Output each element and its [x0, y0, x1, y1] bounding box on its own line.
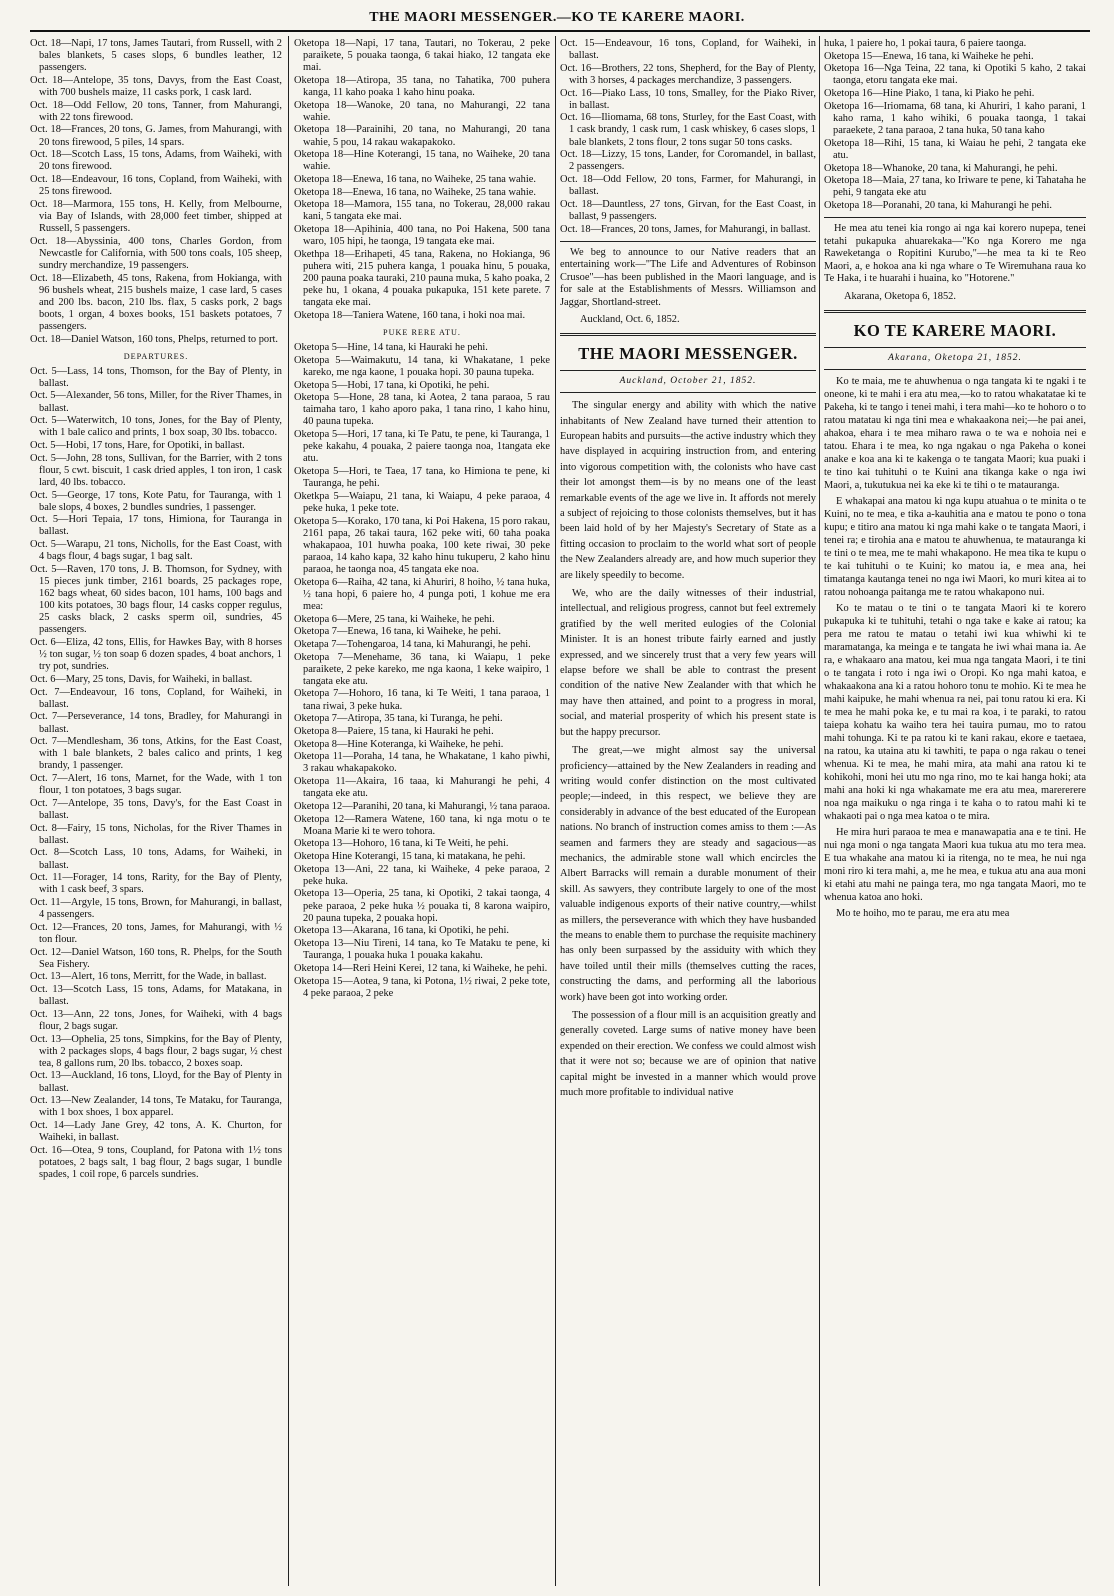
shipping-entry: Oketopa 18—Taniera Watene, 160 tana, i hoki noa mai. [294, 310, 526, 321]
shipping-entry: Oketopa 11—Poraha, 14 tana, he Whakatane, 1 kaho piwhi, 3 rakau whakapakoko. [294, 751, 550, 775]
header-rule [30, 30, 1090, 32]
shipping-entry: Oketopa 13—Hohoro, 16 tana, ki Te Weiti, he pehi. [294, 838, 509, 850]
shipping-entry: Oketopa 6—Raiha, 42 tana, ki Ahuriri, 8 hoiho, ½ tana huka, ½ tana hopi, 6 paiere ho, 4 punga poti, 1 kohue me era mea: [294, 576, 550, 612]
shipping-entry: Oct. 18—Endeavour, 16 tons, Copland, from Waiheki, with 25 tons firewood. [30, 174, 282, 198]
shipping-entry: Oct. 7—Perseverance, 14 tons, Bradley, for Mahurangi in ballast. [30, 711, 282, 735]
column-english-editorial [560, 38, 816, 1588]
shipping-entry: Oketopa 13—Ani, 22 tana, ki Waiheke, 4 peke paraoa, 2 peke huka. [294, 863, 550, 887]
shipping-entry: Oct. 18—Daniel Watson, 160 tons, Phelps, returned to port. [30, 333, 279, 345]
shipping-entry: Oct. 12—Frances, 20 tons, James, for Mahurangi, with ½ ton flour. [30, 921, 282, 945]
shipping-entry: Oketopa 7—Menehame, 36 tana, ki Waiapu, 1 peke paraikete, 2 peke kareko, me nga kaona, 1 keke waipiro, 1 tangata eke atu. [294, 651, 550, 687]
shipping-entry: Oct. 18—Napi, 17 tons, James Tautari, from Russell, with 2 bales blankets, 5 cases slops, 6 bundles leather, 12 passengers. [30, 38, 282, 74]
shipping-entry: Oketopa 18—Hine Koterangi, 15 tana, no Waiheke, 20 tana wahie. [294, 149, 550, 173]
shipping-entry: Oct. 11—Forager, 14 tons, Rarity, for the Bay of Plenty, with 1 cask beef, 3 spars. [30, 872, 282, 896]
arrivals-list [30, 38, 282, 346]
shipping-entry: Oct. 13—Ann, 22 tons, Jones, for Waiheki, with 4 bags flour, 2 bags sugar. [30, 1008, 282, 1032]
section-rule [560, 370, 816, 371]
section-rule [824, 310, 1086, 313]
shipping-entry: Oketopa 18—Napi, 17 tana, Tautari, no Tokerau, 2 peke paraikete, 5 pouaka taonga, 6 takai hiako, 12 tangata eke mai. [294, 38, 550, 74]
shipping-entry: Oct. 5—Hori Tepaia, 17 tons, Himiona, for Tauranga in ballast. [30, 514, 282, 538]
shipping-entry: Oct. 7—Alert, 16 tons, Marnet, for the Wade, with 1 ton flour, 1 ton potatoes, 3 bags sugar. [30, 773, 282, 797]
section-rule [824, 217, 1086, 218]
shipping-entry: Oct. 16—Brothers, 22 tons, Shepherd, for the Bay of Plenty, with 3 horses, 4 packages merchandize, 3 passengers. [560, 62, 816, 86]
arrivals-list-maori [294, 38, 550, 322]
shipping-entry: Oct. 18—Elizabeth, 45 tons, Rakena, from Hokianga, with 96 bushels wheat, 215 bushels maize, 1 case lard, 5 cases and 200 lbs. bacon, 210 lbs. flax, 5 casks pork, 2 bags boots, 1 organ, 4 boxes books, 151 baskets potatoes, 7 passengers. [30, 272, 282, 332]
shipping-entry: Oketopa 5—Hobi, 17 tana, ki Opotiki, he pehi. [294, 379, 490, 391]
shipping-entry: Oct. 5—Raven, 170 tons, J. B. Thomson, for Sydney, with 15 pieces junk timber, 2161 boards, 25 packages rope, 162 bags wheat, 60 sides bacon, 101 hams, 100 bags and 100 kits potatoes, 30 bags flour, 14 casks copper regulus, 25 casks black, 2 casks sperm oil, sundries, 45 passengers. [30, 563, 282, 636]
shipping-entry: Oketopa 13—Niu Tireni, 14 tana, ko Te Mataku te pene, ki Tauranga, 1 pouaka huka 1 pouaka kakahu. [294, 938, 550, 962]
section-rule [560, 392, 816, 393]
shipping-entry: Oct. 18—Frances, 20 tons, G. James, from Mahurangi, with 20 tons firewood, 5 piles, 14 spars. [30, 124, 282, 148]
editorial-paragraph: The great,—we might almost say the universal proficiency—attained by the New Zealanders in reading and writing would confer distinction on the most cultivated people;—indeed, in this respect, we believe they are considerably in advance of the best educated of the European nations. No branch of instruction comes amiss to them :—As seamen and farmers they are steady and sagacious—as mechanics, the admirable stone wall which encircles the Albert Barracks will remain a durable monument of their skill. As sawyers, they contribute largely to one of the most valuable indigenous exports of their native country,—whilst as millers, the perseverance with which they have husbanded the means to enable them to purchase the requisite machinery has only been surpassed by the assiduity with which they have toiled until their mills (themselves cutting the races, constructing the dams, and performing all the laborious work) have been got into working order. [560, 745, 816, 1003]
editorial-paragraph: E whakapai ana matou ki nga kupu atuahua o te minita o te Kuini, no te mea, e tika a-kauhitia ana e matou te pono o tona kupu; e titiro ana matou ki nga mahi kake o te tangata Maori, i tenei ra; e tirohia ana e matou te ahuwhenua, te matauranga ki te tini o te mea, me te mahi whakapono. He mea tika te kupu o te kai tuhituhi o te Kuini; ko matou ia, e mea ana, hei timatanga kautanga tenei no nga iwi Maori, ko muri kitea ai to ratou nohoanga paitanga me te ratou whakapono nui. [824, 495, 1086, 598]
shipping-entry: Oct. 18—Abyssinia, 400 tons, Charles Gordon, from Newcastle for California, with 500 tons coals, 105 sheep, sundry merchandize, 19 passengers. [30, 235, 282, 271]
shipping-entry: Oct. 8—Scotch Lass, 10 tons, Adams, for Waiheki, in ballast. [30, 847, 282, 871]
shipping-entry: Oketopa 5—Hori, te Taea, 17 tana, ko Himiona te pene, ki Tauranga, he pehi. [294, 466, 550, 490]
shipping-entry: Oct. 13—Scotch Lass, 15 tons, Adams, for Matakana, in ballast. [30, 984, 282, 1008]
shipping-entry: Oketopa 13—Operia, 25 tana, ki Opotiki, 2 takai taonga, 4 peke paraoa, 2 peke huka ½ pouaka ti, 8 karona waipiro, 20 pauna tupeka, 2 pouaka hopi. [294, 888, 550, 924]
shipping-entry: Oketopa 15—Aotea, 9 tana, ki Potona, 1½ riwai, 2 peke tote, 4 peke paraoa, 2 peke [294, 975, 550, 999]
shipping-entry: Oketopa 18—Atiropa, 35 tana, no Tahatika, 700 puhera kanga, 11 kaho poaka 1 kaho hinu poaka. [294, 74, 550, 98]
editorial-paragraph: We, who are the daily witnesses of their industrial, intellectual, and religious progress, cannot but feel extremely gratified by the well merited eulogies of the Colonial Minister. It is an honest tribute fairly earned and justly expressed, and we sincerely trust that a very few years will elapse before we shall be able to contrast the present condition of the native New Zealander with that which he may have then attained, and point to a progress in moral, social, and material prosperity of which his present state is but the happy precursor. [560, 588, 816, 738]
departures-list [30, 366, 282, 1181]
shipping-entry: Oct. 7—Endeavour, 16 tons, Copland, for Waiheki, in ballast. [30, 686, 282, 710]
shipping-entry: Oketopa 8—Paiere, 15 tana, ki Hauraki he pehi. [294, 725, 494, 737]
shipping-entry: Oct. 18—Lizzy, 15 tons, Lander, for Coromandel, in ballast, 2 passengers. [560, 149, 816, 173]
editorial-paragraph: The possession of a flour mill is an acquisition greatly and generally coveted. Large sums of native money have been expended on their erection. We confess we could almost wish that it were not so; because we are of opinion that native capital might be invested in a manner which would prove much more profitable to individual native [560, 1010, 816, 1099]
shipping-entry: Oketopa 18—Enewa, 16 tana, no Waiheke, 25 tana wahie. [294, 186, 536, 198]
shipping-entry: Oketopa 14—Reri Heini Kerei, 12 tana, ki Waiheke, he pehi. [294, 962, 548, 974]
shipping-entry: Oketopa 11—Akaira, 16 taaa, ki Mahurangi he pehi, 4 tangata eke atu. [294, 776, 550, 800]
shipping-entry: Oketopa 7—Atiropa, 35 tana, ki Turanga, he pehi. [294, 713, 503, 725]
shipping-entry: Oct. 16—Iliomama, 68 tons, Sturley, for the East Coast, with 1 cask brandy, 1 cask rum, 1 cask whiskey, 6 cases slops, 1 bale blankets, 2 tons flour, 2 tons sugar 50 tons casks. [560, 112, 816, 148]
shipping-entry: Oct. 6—Eliza, 42 tons, Ellis, for Hawkes Bay, with 8 horses ½ ton sugar, ½ ton soap 6 dozen spades, 4 boat anchors, 1 try pot, sundries. [30, 637, 282, 673]
shipping-entry: Oct. 6—Mary, 25 tons, Davis, for Waiheki, in ballast. [30, 673, 253, 685]
shipping-entry: Oct. 5—Lass, 14 tons, Thomson, for the Bay of Plenty, in ballast. [30, 365, 282, 389]
shipping-entry: Oketopa 5—Waimakutu, 14 tana, ki Whakatane, 1 peke kareko, me nga kaone, 1 pouaka hopi. 30 pauna tupeka. [294, 354, 550, 378]
shipping-entry: Oct. 13—Ophelia, 25 tons, Simpkins, for the Bay of Plenty, with 2 packages slops, 4 bags flour, 2 bags sugar, ½ chest tea, 8 gallons rum, 20 lbs. tobacco, 2 boxes soap. [30, 1033, 282, 1069]
shipping-entry: Oct. 5—Waterwitch, 10 tons, Jones, for the Bay of Plenty, with 1 bale calico and prints, 1 box soap, 30 lbs. tobacco. [30, 415, 282, 439]
editorial-paragraph: Ko te matau o te tini o te tangata Maori ki te korero pukapuka ki te tuhituhi, tetahi o nga take e kake ai ratou; ka pera me ratou te matau o tetahi iwi kua whiwhi ki te maramatanga, ka meinga e te tangata he iwi whai mana ia. Ae ra, e whakaaro ana matou, kei mua nga tangata Maori, i te tini o te tangata i roto i nga iwi o Oropi. Ko nga mahi katoa, e whakaakona ana ki a ratou hohoro tonu te mohio. Ki te mea he mahi kaipuke, he mahi whenua ra nei, pai tonu ratou ki era. Ki te mea he mahi poka ke, e tu mai ra koa, i te paraki, to ratou taiepa kohatu ka waiho tera hei tauira pumau, mo to ratou mahi tohunga. Ki te pa ratou ki te kani rakau, ekore e taetaea, na ratou, ka utaina atu ki tawhiti, te papa o nga rakau o tenei whenua. Ki te mea, he mahi mira, ata mahi ana ratou ki te kohikohi, moni hei utu mo nga rino, mo te kai hanga hoki; ata mahi ana hoki ki nga whakamate me era atu mea, marererere noa nga maikuku o nga ringa i te kaha o to ratou mahi ki te whakaoti pai o nga mea katoa o te mira. [824, 602, 1086, 822]
shipping-entry: Oketopa 13—Akarana, 16 tana, ki Opotiki, he pehi. [294, 925, 509, 937]
column-rule [288, 36, 289, 1586]
shipping-entry: Oct. 12—Daniel Watson, 160 tons, R. Phelps, for the South Sea Fishery. [30, 946, 282, 970]
column-english-shipping [30, 38, 282, 1588]
masthead: THE MAORI MESSENGER. [578, 344, 798, 364]
shipping-entry: Oketopa 12—Ramera Watene, 160 tana, ki nga motu o te Moana Marie ki te wero tohora. [294, 813, 550, 837]
section-rule [824, 369, 1086, 370]
shipping-entry: Oketopa 6—Mere, 25 tana, ki Waiheke, he pehi. [294, 613, 495, 625]
departures-heading: DEPARTURES. [123, 351, 189, 361]
shipping-entry: Oketopa 18—Parainihi, 20 tana, no Mahurangi, 20 tana wahie, 5 pou, 14 rakau wakapakoko. [294, 124, 550, 148]
shipping-entry: Oketopa 5—Korako, 170 tana, ki Poi Hakena, 15 poro rakau, 2161 papa, 26 takai taura, 162 peke witi, 60 taha poaka whakapaoa, 101 huwha poaka, 100 kete riwai, 30 peke paraoa, 14 kaho kapa, 32 kaho hinu tukuperu, 2 kaho hinu paraoa, he taonga noa, 45 tangata eke noa. [294, 515, 550, 575]
shipping-entry: Oketopa 18—Apihinia, 400 tana, no Poi Hakena, 500 tana waro, 105 hipi, he taonga, 19 tangata eke mai. [294, 224, 550, 248]
shipping-entry: Oct. 18—Odd Fellow, 20 tons, Tanner, from Mahurangi, with 22 tons firewood. [30, 99, 282, 123]
shipping-entry: Oct. 13—New Zealander, 14 tons, Te Mataku, for Tauranga, with 1 box shoes, 1 box apparel. [30, 1095, 282, 1119]
section-rule [824, 347, 1086, 348]
shipping-entry: Oct. 15—Endeavour, 16 tons, Copland, for Waiheki, in ballast. [560, 38, 816, 62]
shipping-entry: Oketopa 18—Maia, 27 tana, ko Iriware te pene, ki Tahataha he pehi, 9 tangata eke atu [824, 175, 1086, 199]
running-header: THE MAORI MESSENGER.—KO TE KARERE MAORI. [369, 10, 745, 25]
shipping-entry: Oketopa 7—Enewa, 16 tana, ki Waiheke, he pehi. [294, 626, 502, 638]
shipping-entry: Oketopa 18—Wanoke, 20 tana, no Mahurangi, 22 tana wahie. [294, 99, 550, 123]
crusoe-notice-maori: He mea atu tenei kia rongo ai nga kai korero nupepa, tenei tetahi pukapuka ahuarekaka—"Ko nga Korero me nga Raweketanga o Ropitini Kurubo,"—he mea ta ki te Reo Maori, a, e hokoa ana ki nga whare o Te Wiremuhana raua ko Te Haka, i te huarahi i huaina, ko "Hotorene." [824, 223, 1086, 285]
departures-list-maori [294, 342, 550, 1000]
departures-list-maori-continued [824, 38, 1086, 212]
shipping-entry: Oct. 18—Antelope, 35 tons, Davys, from the East Coast, with 700 bushels maize, 11 casks pork, 1 cask lard. [30, 74, 282, 98]
shipping-entry: Oct. 13—Auckland, 16 tons, Lloyd, for the Bay of Plenty in ballast. [30, 1070, 282, 1094]
shipping-entry: Oct. 8—Fairy, 15 tons, Nicholas, for the River Thames in ballast. [30, 822, 282, 846]
notice-signature: Auckland, Oct. 6, 1852. [580, 314, 680, 326]
shipping-entry: Oct. 7—Antelope, 35 tons, Davy's, for the East Coast in ballast. [30, 797, 282, 821]
shipping-entry: Oketopa 18—Whanoke, 20 tana, ki Mahurangi, he pehi. [824, 162, 1058, 174]
shipping-entry: Oct. 5—Warapu, 21 tons, Nicholls, for the East Coast, with 4 bags flour, 4 bags sugar, 1 bag salt. [30, 539, 282, 563]
shipping-entry: Oct. 18—Marmora, 155 tons, H. Kelly, from Melbourne, via Bay of Islands, with 28,000 feet timber, shipped at Russell, 5 passengers. [30, 198, 282, 234]
departures-heading-maori: PUKE RERE ATU. [383, 328, 461, 338]
shipping-entry: Oct. 5—John, 28 tons, Sullivan, for the Barrier, with 2 tons flour, 5 cwt. biscuit, 1 cask dried apples, 1 ton iron, 1 cask lard, 40 lbs. tobacco. [30, 452, 282, 488]
crusoe-notice: We beg to announce to our Native readers that an entertaining work—"The Life and Adventures of Robinson Crusoe"—has been published in the Maori language, and is for sale at the Establishments of Messrs. Williamson and Jaggar, Shortland-street. [560, 246, 816, 308]
departures-list-continued [560, 38, 816, 236]
shipping-entry: Oketopa 16—Iriomama, 68 tana, ki Ahuriri, 1 kaho parani, 1 kaho rama, 1 kaho wihiki, 6 pouaka taonga, 1 takai paraekete, 2 tana paraoa, 2 tana huka, 50 tana kaho [824, 100, 1086, 137]
shipping-entry: Oct. 13—Alert, 16 tons, Merritt, for the Wade, in ballast. [30, 971, 267, 983]
editorial-paragraph: Mo te hoiho, mo te parau, me era atu mea [836, 907, 1010, 919]
dateline-maori: Akarana, Oketopa 21, 1852. [888, 352, 1022, 363]
shipping-entry: Oketapa 7—Tohengaroa, 14 tana, ki Mahurangi, he pehi. [294, 638, 531, 650]
shipping-entry: Oketopa 7—Hohoro, 16 tana, ki Te Weiti, 1 tana paraoa, 1 tana riwai, 3 peke huka. [294, 688, 550, 712]
shipping-entry: Oct. 7—Mendlesham, 36 tons, Atkins, for the East Coast, with 1 bale blankets, 2 bales calico and prints, 1 keg brandy, 1 passenger. [30, 736, 282, 772]
section-rule [560, 333, 816, 336]
shipping-entry: Oketopa 8—Hine Koteranga, ki Waiheke, he pehi. [294, 738, 504, 750]
dateline: Auckland, October 21, 1852. [619, 376, 757, 387]
shipping-entry: Oketopa 5—Hone, 28 tana, ki Aotea, 2 tana paraoa, 5 rau taimaha taro, 1 kaho aporo paka, 1 tana rino, 1 kaho hinu, 40 pauna tupeka. [294, 392, 550, 428]
shipping-entry: Oct. 18—Frances, 20 tons, James, for Mahurangi, in ballast. [560, 223, 811, 235]
column-rule [555, 36, 556, 1586]
shipping-entry: Oketopa 5—Hine, 14 tana, ki Hauraki he pehi. [294, 342, 488, 354]
shipping-entry: Oct. 5—Hobi, 17 tons, Hare, for Opotiki, in ballast. [30, 440, 245, 452]
shipping-entry: Oct. 18—Dauntless, 27 tons, Girvan, for the East Coast, in ballast, 9 passengers. [560, 198, 816, 222]
shipping-entry: Oct. 18—Scotch Lass, 15 tons, Adams, from Waiheki, with 20 tons firewood. [30, 149, 282, 173]
shipping-entry: huka, 1 paiere ho, 1 pokai taura, 6 paiere taonga. [824, 38, 1027, 49]
shipping-entry: Oketopa 18—Rihi, 15 tana, ki Waiau he pehi, 2 tangata eke atu. [824, 137, 1086, 161]
shipping-entry: Oct. 18—Odd Fellow, 20 tons, Farmer, for Mahurangi, in ballast. [560, 174, 816, 198]
shipping-entry: Oketopa 5—Hori, 17 tana, ki Te Patu, te pene, ki Tauranga, 1 peke kakahu, 4 pouaka, 2 paiere taonga noa, 1tangata eke atu. [294, 429, 550, 465]
shipping-entry: Oct. 16—Piako Lass, 10 tons, Smalley, for the Piako River, in ballast. [560, 87, 816, 111]
shipping-entry: Okethpa 18—Erihapeti, 45 tana, Rakena, no Hokianga, 96 puhera witi, 215 puhera kanga, 1 pouaka hinu, 5 pouaka, 200 pauna poaka tauraki, 210 pauna muka, 5 kaho poaka, 2 peke hu, 1 okana, 4 pouaka pukapuka, 151 kete parete. 7 tangata eke mai. [294, 248, 550, 309]
editorial-paragraph: The singular energy and ability with which the native inhabitants of New Zealand have turned their attention to European habits and pursuits—the active industry which they have displayed in acquiring instruction from, and entering into vigorous competition with, the colonists who have cast their lot amongst them—is by no means one of the least remarkable events of the age we live in. It affords not merely a subject of rejoicing to those colonists themselves, but it has been laid hold of by her Majesty's Secretary of State as a fitting occasion to proclaim to the world what sort of people the New Zealanders already are, and how much superior they are likely speedily to become. [560, 400, 816, 581]
shipping-entry: Oct. 16—Otea, 9 tons, Coupland, for Patona with 1½ tons potatoes, 2 bags salt, 1 bag flour, 2 bags sugar, 1 bundle spades, 1 coil rope, 6 parcels sundries. [30, 1144, 282, 1180]
shipping-entry: Oct. 14—Lady Jane Grey, 42 tons, A. K. Churton, for Waiheki, in ballast. [30, 1120, 282, 1144]
editorial-body [560, 398, 816, 1100]
shipping-entry: Oketkpa 5—Waiapu, 21 tana, ki Waiapu, 4 peke paraoa, 4 peke huka, 1 peke tote. [294, 490, 550, 514]
column-maori-shipping [294, 38, 550, 1588]
shipping-entry: Oketopa 15—Enewa, 16 tana, ki Waiheke he pehi. [824, 50, 1034, 62]
shipping-entry: Oct. 11—Argyle, 15 tons, Brown, for Mahurangi, in ballast, 4 passengers. [30, 897, 282, 921]
notice-signature-maori: Akarana, Oketopa 6, 1852. [844, 290, 956, 302]
shipping-entry: Oct. 5—Alexander, 56 tons, Miller, for the River Thames, in ballast. [30, 390, 282, 414]
shipping-entry: Oketopa 12—Paranihi, 20 tana, ki Mahurangi, ½ tana paraoa. [294, 800, 550, 812]
shipping-entry: Oketopa 18—Enewa, 16 tana, no Waiheke, 25 tana wahie. [294, 174, 536, 185]
editorial-paragraph: He mira huri paraoa te mea e manawapatia ana e te tini. He nui nga moni o nga tangata Maori kua tukua atu mo tera mea. E tua whakahe ana matou ki ia ritenga, no te mea, he nui nga moni riro ki tera mahi, a, me he mea, e tukua atu ana aua moni ki etahi atu mahi ne painga tera, mo nga tangata Maori, mo te whenua katoa ano hoki. [824, 826, 1086, 903]
editorial-body-maori [824, 375, 1086, 920]
column-rule [819, 36, 820, 1586]
shipping-entry: Oketopa 18—Poranahi, 20 tana, ki Mahurangi he pehi. [824, 199, 1052, 211]
shipping-entry: Oketopa 16—Nga Teina, 22 tana, ki Opotiki 5 kaho, 2 takai taonga, etoru tangata eke mai. [824, 63, 1086, 87]
shipping-entry: Oketopa 18—Mamora, 155 tana, no Tokerau, 28,000 rakau kani, 5 tangata eke mai. [294, 199, 550, 223]
shipping-entry: Oketopa Hine Koterangi, 15 tana, ki matakana, he pehi. [294, 851, 526, 862]
masthead-maori: KO TE KARERE MAORI. [853, 320, 1057, 340]
section-rule [560, 241, 816, 242]
shipping-entry: Oct. 5—George, 17 tons, Kote Patu, for Tauranga, with 1 bale slops, 4 boxes, 2 bundles sundries, 1 passenger. [30, 489, 282, 513]
editorial-paragraph: Ko te maia, me te ahuwhenua o nga tangata ki te ngaki i te oneone, ki te mahi i era atu mea,—ko to ratou whakatatae ki te Pakeha, ki te tango i tenei mahi, i tera mahi—ko te hohoro o to ratou matatau ki nga tini mea e whakaakona nei;—he pai anei, ahakoa, ehara i te mea miharo rawa o te wa e nohoia nei e tatou. Ehara i te mea, ko nga ngakau o nga Pakeha o konei anake e koa ana ki te kakenga o te tangata Maori; kua puaki i te tino kai tuhituhi o te Kuini ana tikanga kake o nga iwi Maori, a, tukutukua nei ka eke ki te tihi o te matauranga. [824, 375, 1086, 491]
column-maori-editorial [824, 38, 1086, 1588]
shipping-entry: Oketopa 16—Hine Piako, 1 tana, ki Piako he pehi. [824, 88, 1035, 100]
